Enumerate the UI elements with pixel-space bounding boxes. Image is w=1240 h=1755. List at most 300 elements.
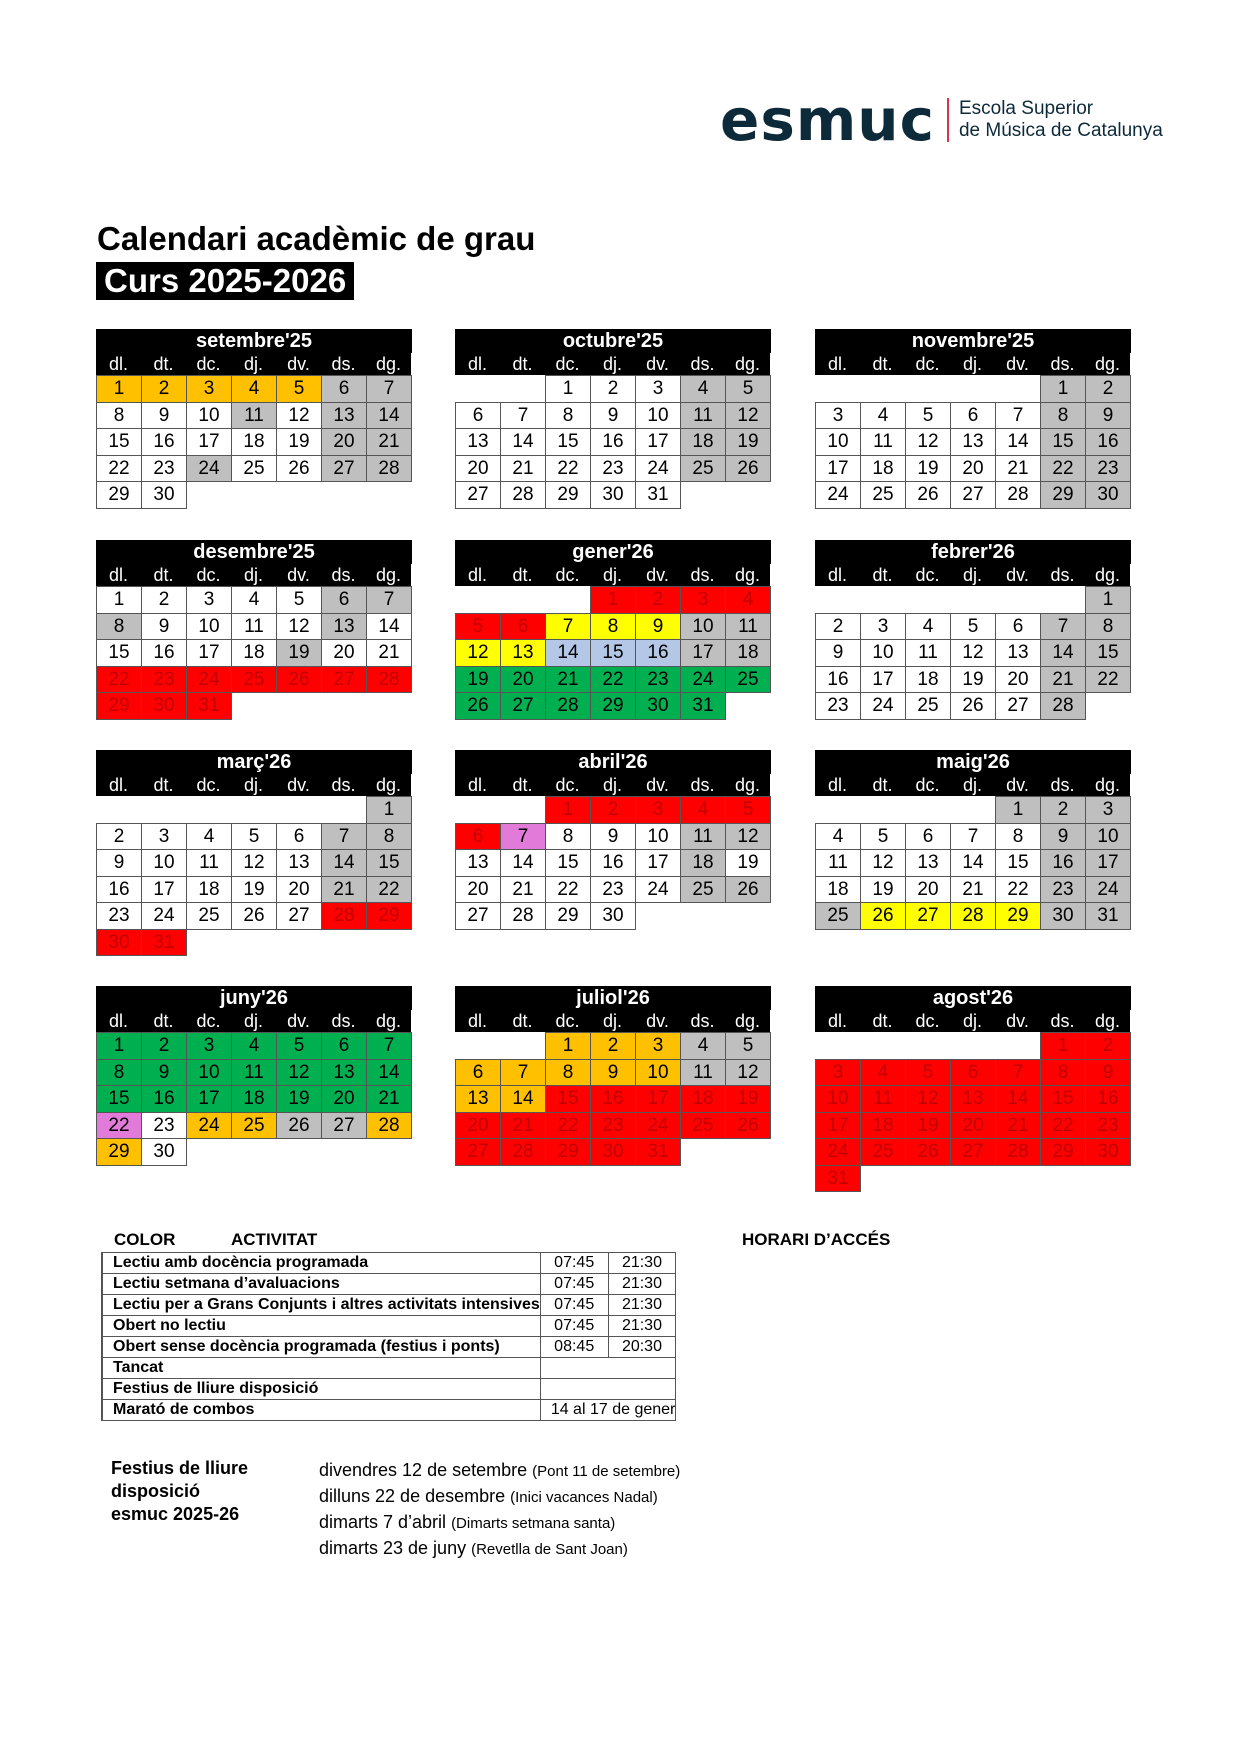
weekday-label: dv. <box>646 1011 669 1031</box>
empty-cell <box>455 796 500 823</box>
day-cell: 18 <box>860 1112 906 1140</box>
month-calendar <box>96 986 412 1165</box>
month-days <box>96 586 411 719</box>
weekday-header <box>96 774 411 796</box>
month-title: maig'26 <box>815 750 1131 774</box>
day-cell: 8 <box>96 402 142 430</box>
month-title: setembre'25 <box>96 329 412 353</box>
day-cell: 1 <box>96 375 142 403</box>
day-cell: 21 <box>545 666 591 694</box>
day-cell: 25 <box>231 666 277 694</box>
month-days <box>455 375 770 508</box>
day-cell: 20 <box>500 666 546 694</box>
day-cell: 7 <box>366 375 412 403</box>
day-cell: 1 <box>1085 586 1131 614</box>
day-cell: 31 <box>1085 902 1131 930</box>
day-cell: 20 <box>995 666 1041 694</box>
day-cell: 2 <box>1085 375 1131 403</box>
day-cell: 26 <box>276 1112 322 1140</box>
empty-cell <box>500 796 545 823</box>
day-cell: 11 <box>680 1059 726 1087</box>
empty-cell <box>860 796 905 823</box>
day-cell: 21 <box>500 876 546 904</box>
free-day-item <box>319 1536 680 1562</box>
free-days-title-line-3: esmuc 2025-26 <box>111 1504 240 1524</box>
day-cell: 12 <box>231 849 277 877</box>
weekday-label: dt. <box>512 354 533 374</box>
day-cell: 21 <box>366 428 412 456</box>
day-cell: 19 <box>725 428 771 456</box>
weekday-label: dt. <box>153 775 174 795</box>
day-cell: 19 <box>276 639 322 667</box>
empty-cell <box>96 796 141 823</box>
day-cell: 22 <box>545 1112 591 1140</box>
empty-cell <box>860 586 905 613</box>
day-cell: 9 <box>141 402 187 430</box>
day-cell: 27 <box>950 1138 996 1166</box>
day-cell: 15 <box>545 428 591 456</box>
day-cell: 7 <box>1040 613 1086 641</box>
weekday-label: dl. <box>827 565 847 585</box>
weekday-label: ds. <box>331 775 356 795</box>
day-cell: 14 <box>366 1059 412 1087</box>
day-cell: 13 <box>321 402 367 430</box>
day-cell: 4 <box>680 1032 726 1060</box>
day-cell: 6 <box>500 613 546 641</box>
weekday-label: dc. <box>196 775 221 795</box>
legend-open-time: 07:45 <box>540 1253 608 1274</box>
day-cell: 4 <box>860 1059 906 1087</box>
day-cell: 18 <box>231 639 277 667</box>
legend-hours-empty <box>540 1379 676 1400</box>
day-cell: 3 <box>815 1059 861 1087</box>
day-cell: 18 <box>680 428 726 456</box>
day-cell: 17 <box>815 455 861 483</box>
day-cell: 5 <box>905 1059 951 1087</box>
day-cell: 26 <box>725 1112 771 1140</box>
empty-cell <box>545 586 590 613</box>
free-day-note: (Dimarts setmana santa) <box>451 1515 616 1532</box>
day-cell: 11 <box>231 613 277 641</box>
day-cell: 10 <box>1085 823 1131 851</box>
day-cell: 16 <box>141 1085 187 1113</box>
day-cell: 5 <box>276 586 322 614</box>
weekday-label: dv. <box>646 775 669 795</box>
weekday-label: dt. <box>872 354 893 374</box>
day-cell: 26 <box>905 1138 951 1166</box>
day-cell: 12 <box>455 639 501 667</box>
day-cell: 2 <box>590 1032 636 1060</box>
day-cell: 4 <box>815 823 861 851</box>
day-cell: 15 <box>366 849 412 877</box>
empty-cell <box>995 375 1040 402</box>
day-cell: 24 <box>186 455 232 483</box>
day-cell: 25 <box>231 455 277 483</box>
day-cell: 22 <box>995 876 1041 904</box>
day-cell: 8 <box>96 1059 142 1087</box>
day-cell: 1 <box>545 796 591 824</box>
day-cell: 16 <box>815 666 861 694</box>
day-cell: 15 <box>96 428 142 456</box>
day-cell: 24 <box>186 1112 232 1140</box>
day-cell: 4 <box>231 1032 277 1060</box>
day-cell: 18 <box>680 849 726 877</box>
logo-wordmark: esmuc <box>720 86 935 154</box>
weekday-label: dg. <box>1094 775 1121 795</box>
day-cell: 23 <box>590 876 636 904</box>
weekday-label: dl. <box>467 354 487 374</box>
legend-activity: Festius de lliure disposició <box>103 1379 541 1400</box>
month-title: gener'26 <box>455 540 771 564</box>
day-cell: 17 <box>860 666 906 694</box>
day-cell: 28 <box>545 692 591 720</box>
day-cell: 25 <box>186 902 232 930</box>
legend-activity: Lectiu setmana d’avaluacions <box>103 1274 541 1295</box>
day-cell: 24 <box>635 1112 681 1140</box>
day-cell: 25 <box>680 1112 726 1140</box>
weekday-label: dg. <box>734 1011 761 1031</box>
month-calendar <box>815 986 1131 1191</box>
weekday-label: dl. <box>467 1011 487 1031</box>
day-cell: 15 <box>545 849 591 877</box>
day-cell: 21 <box>366 639 412 667</box>
legend-open-time: 07:45 <box>540 1295 608 1316</box>
day-cell: 3 <box>1085 796 1131 824</box>
weekday-header <box>96 564 411 586</box>
weekday-label: dc. <box>555 775 580 795</box>
weekday-label: dj. <box>602 775 622 795</box>
empty-cell <box>905 375 950 402</box>
day-cell: 7 <box>500 823 546 851</box>
day-cell: 23 <box>141 666 187 694</box>
day-cell: 13 <box>321 1059 367 1087</box>
day-cell: 3 <box>860 613 906 641</box>
day-cell: 28 <box>1040 692 1086 720</box>
day-cell: 28 <box>950 902 996 930</box>
empty-cell <box>815 586 860 613</box>
day-cell: 18 <box>725 639 771 667</box>
day-cell: 5 <box>905 402 951 430</box>
day-cell: 6 <box>321 375 367 403</box>
weekday-label: dv. <box>1006 1011 1029 1031</box>
day-cell: 14 <box>500 1085 546 1113</box>
day-cell: 10 <box>635 1059 681 1087</box>
free-day-date: dimarts 7 d’abril <box>319 1512 447 1532</box>
day-cell: 12 <box>725 1059 771 1087</box>
day-cell: 4 <box>680 375 726 403</box>
day-cell: 5 <box>276 375 322 403</box>
empty-cell <box>995 1032 1040 1059</box>
weekday-label: dg. <box>1094 1011 1121 1031</box>
day-cell: 3 <box>680 586 726 614</box>
day-cell: 21 <box>995 455 1041 483</box>
day-cell: 9 <box>815 639 861 667</box>
weekday-label: dt. <box>153 354 174 374</box>
weekday-label: ds. <box>690 775 715 795</box>
free-day-date: dimarts 23 de juny <box>319 1538 467 1558</box>
day-cell: 29 <box>96 1138 142 1166</box>
day-cell: 17 <box>635 1085 681 1113</box>
day-cell: 19 <box>725 1085 771 1113</box>
empty-cell <box>995 586 1040 613</box>
legend-activity: Lectiu amb docència programada <box>103 1253 541 1274</box>
weekday-label: dg. <box>375 1011 402 1031</box>
free-days-title-line-2: disposició <box>111 1481 201 1501</box>
day-cell: 1 <box>995 796 1041 824</box>
weekday-label: ds. <box>690 1011 715 1031</box>
weekday-label: ds. <box>1050 354 1075 374</box>
day-cell: 31 <box>635 1138 681 1166</box>
month-calendar <box>96 750 412 955</box>
weekday-label: dl. <box>467 565 487 585</box>
day-cell: 31 <box>635 481 681 509</box>
day-cell: 11 <box>860 1085 906 1113</box>
day-cell: 13 <box>321 613 367 641</box>
day-cell: 22 <box>1085 666 1131 694</box>
day-cell: 29 <box>366 902 412 930</box>
day-cell: 6 <box>950 1059 996 1087</box>
day-cell: 7 <box>321 823 367 851</box>
weekday-label: dg. <box>1094 354 1121 374</box>
day-cell: 28 <box>366 666 412 694</box>
free-day-date: divendres 12 de setembre <box>319 1460 528 1480</box>
legend-activity: Tancat <box>103 1358 541 1379</box>
day-cell: 10 <box>860 639 906 667</box>
day-cell: 30 <box>635 692 681 720</box>
day-cell: 11 <box>860 428 906 456</box>
day-cell: 9 <box>141 613 187 641</box>
month-calendar <box>455 986 771 1165</box>
weekday-label: dg. <box>375 775 402 795</box>
day-cell: 5 <box>725 796 771 824</box>
legend-header-activity: ACTIVITAT <box>231 1230 318 1249</box>
legend-date-range: 14 al 17 de gener <box>540 1400 676 1421</box>
day-cell: 6 <box>455 402 501 430</box>
page-title: Calendari acadèmic de grau <box>97 220 536 257</box>
day-cell: 27 <box>321 666 367 694</box>
day-cell: 24 <box>815 1138 861 1166</box>
legend-hours-empty <box>540 1358 676 1379</box>
weekday-label: ds. <box>690 354 715 374</box>
day-cell: 22 <box>1040 1112 1086 1140</box>
day-cell: 16 <box>590 428 636 456</box>
weekday-label: dc. <box>915 354 940 374</box>
day-cell: 23 <box>590 1112 636 1140</box>
day-cell: 20 <box>455 1112 501 1140</box>
day-cell: 8 <box>545 1059 591 1087</box>
weekday-label: dv. <box>287 775 310 795</box>
day-cell: 9 <box>635 613 681 641</box>
month-title: juliol'26 <box>455 986 771 1010</box>
day-cell: 8 <box>1085 613 1131 641</box>
weekday-label: dv. <box>646 565 669 585</box>
weekday-label: dj. <box>243 565 263 585</box>
day-cell: 22 <box>96 1112 142 1140</box>
day-cell: 17 <box>186 639 232 667</box>
day-cell: 29 <box>545 1138 591 1166</box>
day-cell: 19 <box>455 666 501 694</box>
day-cell: 10 <box>141 849 187 877</box>
day-cell: 29 <box>1040 481 1086 509</box>
legend-close-time: 20:30 <box>608 1337 676 1358</box>
weekday-label: dj. <box>602 565 622 585</box>
weekday-header <box>96 1010 411 1032</box>
day-cell: 13 <box>455 1085 501 1113</box>
day-cell: 30 <box>141 692 187 720</box>
day-cell: 16 <box>1085 1085 1131 1113</box>
day-cell: 1 <box>545 375 591 403</box>
day-cell: 16 <box>96 876 142 904</box>
day-cell: 10 <box>815 428 861 456</box>
day-cell: 17 <box>815 1112 861 1140</box>
day-cell: 23 <box>1040 876 1086 904</box>
day-cell: 3 <box>635 375 681 403</box>
day-cell: 17 <box>635 849 681 877</box>
day-cell: 24 <box>680 666 726 694</box>
empty-cell <box>500 586 545 613</box>
day-cell: 26 <box>276 666 322 694</box>
day-cell: 25 <box>680 455 726 483</box>
day-cell: 26 <box>231 902 277 930</box>
day-cell: 16 <box>635 639 681 667</box>
day-cell: 9 <box>141 1059 187 1087</box>
day-cell: 30 <box>96 929 142 957</box>
weekday-header <box>815 564 1130 586</box>
day-cell: 10 <box>186 1059 232 1087</box>
legend-activity: Obert sense docència programada (festius i ponts) <box>103 1337 541 1358</box>
weekday-label: dj. <box>962 775 982 795</box>
empty-cell <box>815 1032 860 1059</box>
weekday-label: dv. <box>287 565 310 585</box>
day-cell: 17 <box>141 876 187 904</box>
weekday-label: dt. <box>512 775 533 795</box>
day-cell: 11 <box>905 639 951 667</box>
day-cell: 13 <box>276 849 322 877</box>
month-title: febrer'26 <box>815 540 1131 564</box>
day-cell: 22 <box>96 455 142 483</box>
day-cell: 10 <box>186 613 232 641</box>
day-cell: 24 <box>186 666 232 694</box>
free-day-date: dilluns 22 de desembre <box>319 1486 506 1506</box>
weekday-label: ds. <box>1050 565 1075 585</box>
day-cell: 21 <box>1040 666 1086 694</box>
day-cell: 13 <box>500 639 546 667</box>
weekday-label: dt. <box>512 1011 533 1031</box>
day-cell: 24 <box>635 876 681 904</box>
day-cell: 25 <box>815 902 861 930</box>
day-cell: 1 <box>1040 375 1086 403</box>
day-cell: 8 <box>545 402 591 430</box>
weekday-header <box>455 1010 770 1032</box>
free-days-title <box>111 1457 248 1526</box>
day-cell: 7 <box>366 586 412 614</box>
day-cell: 17 <box>1085 849 1131 877</box>
legend-row <box>102 1253 676 1274</box>
day-cell: 5 <box>231 823 277 851</box>
day-cell: 26 <box>905 481 951 509</box>
day-cell: 28 <box>500 1138 546 1166</box>
day-cell: 6 <box>905 823 951 851</box>
weekday-label: ds. <box>331 354 356 374</box>
day-cell: 23 <box>96 902 142 930</box>
day-cell: 31 <box>680 692 726 720</box>
day-cell: 1 <box>366 796 412 824</box>
logo-line-1: Escola Superior <box>958 98 1094 119</box>
weekday-label: dt. <box>872 1011 893 1031</box>
empty-cell <box>1040 586 1085 613</box>
day-cell: 30 <box>1040 902 1086 930</box>
empty-cell <box>455 375 500 402</box>
weekday-label: dc. <box>915 775 940 795</box>
weekday-label: dc. <box>915 1011 940 1031</box>
free-day-item <box>319 1458 680 1484</box>
day-cell: 9 <box>1040 823 1086 851</box>
weekday-label: dv. <box>287 1011 310 1031</box>
day-cell: 6 <box>276 823 322 851</box>
day-cell: 16 <box>1040 849 1086 877</box>
day-cell: 21 <box>500 455 546 483</box>
weekday-label: dj. <box>243 1011 263 1031</box>
day-cell: 3 <box>635 1032 681 1060</box>
day-cell: 1 <box>96 586 142 614</box>
day-cell: 29 <box>96 692 142 720</box>
empty-cell <box>321 796 366 823</box>
day-cell: 26 <box>276 455 322 483</box>
day-cell: 27 <box>321 1112 367 1140</box>
day-cell: 8 <box>995 823 1041 851</box>
weekday-label: dc. <box>915 565 940 585</box>
day-cell: 14 <box>995 1085 1041 1113</box>
day-cell: 28 <box>500 481 546 509</box>
day-cell: 7 <box>500 402 546 430</box>
day-cell: 15 <box>995 849 1041 877</box>
legend-row <box>102 1400 676 1421</box>
day-cell: 28 <box>366 455 412 483</box>
month-days <box>455 1032 770 1165</box>
weekday-label: dj. <box>243 775 263 795</box>
logo-subtitle <box>959 98 1163 142</box>
day-cell: 1 <box>96 1032 142 1060</box>
month-days <box>815 586 1130 719</box>
day-cell: 31 <box>815 1165 861 1193</box>
month-title: abril'26 <box>455 750 771 774</box>
empty-cell <box>860 1032 905 1059</box>
legend-table <box>101 1252 676 1421</box>
weekday-label: dl. <box>827 775 847 795</box>
day-cell: 20 <box>321 428 367 456</box>
weekday-label: ds. <box>331 1011 356 1031</box>
day-cell: 29 <box>1040 1138 1086 1166</box>
day-cell: 29 <box>545 902 591 930</box>
day-cell: 20 <box>950 455 996 483</box>
day-cell: 18 <box>680 1085 726 1113</box>
day-cell: 13 <box>455 849 501 877</box>
day-cell: 12 <box>905 428 951 456</box>
day-cell: 31 <box>141 929 187 957</box>
day-cell: 12 <box>725 402 771 430</box>
legend-close-time: 21:30 <box>608 1253 676 1274</box>
weekday-header <box>815 1010 1130 1032</box>
legend-row <box>102 1379 676 1400</box>
day-cell: 22 <box>590 666 636 694</box>
legend-open-time: 08:45 <box>540 1337 608 1358</box>
day-cell: 21 <box>995 1112 1041 1140</box>
day-cell: 24 <box>635 455 681 483</box>
day-cell: 24 <box>1085 876 1131 904</box>
day-cell: 18 <box>860 455 906 483</box>
empty-cell <box>950 796 995 823</box>
day-cell: 15 <box>590 639 636 667</box>
